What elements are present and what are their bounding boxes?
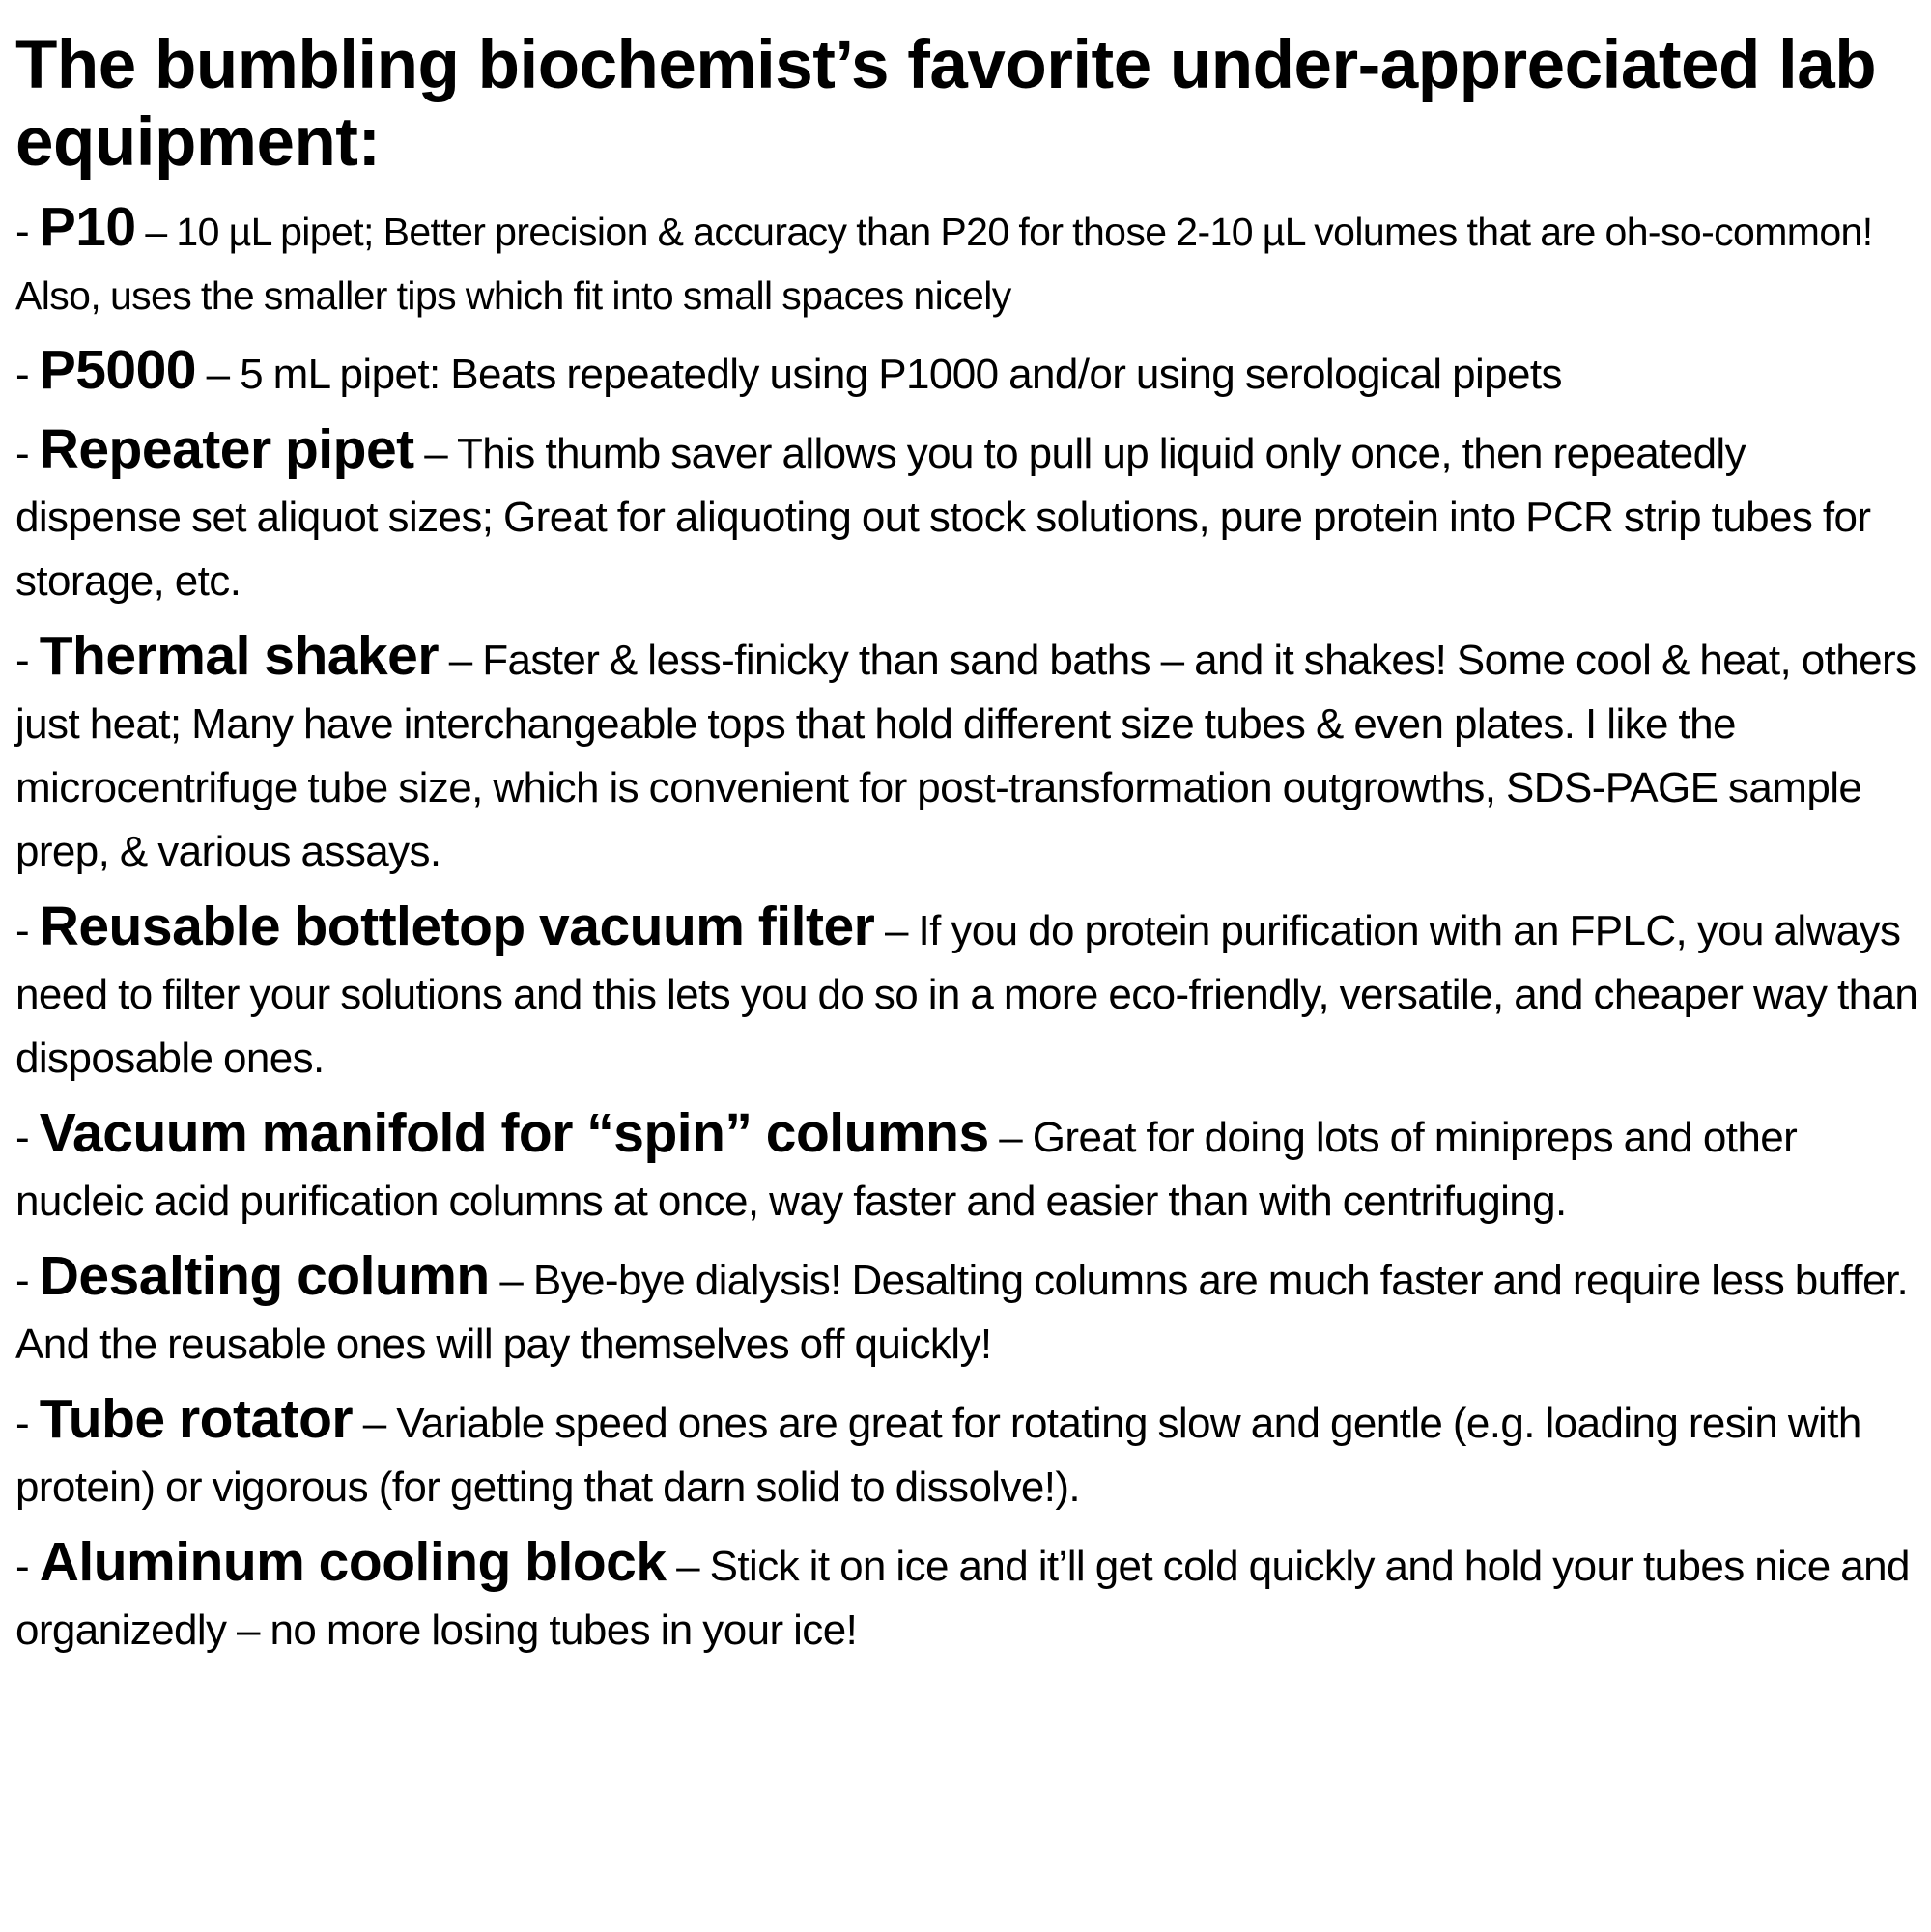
item-description: – Stick it on ice and it’ll get cold quickly and hold your tubes nice and organizedly – no more losing tubes in your ice! [15,1543,1910,1654]
item-prefix: - [15,208,40,255]
item-prefix: - [15,1400,40,1447]
list-item-thermal-shaker [15,624,1920,884]
item-description: – 10 µL pipet; Better precision & accuracy than P20 for those 2-10 µL volumes that are oh-so-common! Also, uses the smaller tips which fit into small spaces nicely [15,210,1873,318]
item-description: – Bye-bye dialysis! Desalting columns are much faster and require less buffer. And the reusable ones will pay themselves off quickly! [15,1257,1909,1368]
item-description: – If you do protein purification with an FPLC, you always need to filter your solutions and this lets you do so in a more eco-friendly, versatile, and cheaper way than disposable ones. [15,907,1918,1082]
list-item-desalting-column [15,1244,1920,1377]
list-item-repeater-pipet [15,417,1920,613]
item-prefix: - [15,637,40,684]
item-name: Reusable bottletop vacuum filter [39,895,875,957]
item-description: – 5 mL pipet: Beats repeatedly using P1000 and/or using serological pipets [196,351,1562,398]
item-name: P5000 [39,339,197,401]
item-name: Thermal shaker [39,625,440,687]
item-prefix: - [15,1114,40,1161]
item-description: – Faster & less-finicky than sand baths – and it shakes! Some cool & heat, others just heat; Many have interchangeable tops that hold different size tubes & even plates. I like the microcentrifuge tube size, which is convenient for post-transformation outgrowths, SDS-PAGE sample prep, & various assays. [15,637,1917,875]
list-item-cooling-block [15,1530,1920,1662]
item-prefix: - [15,1543,40,1590]
item-name: Tube rotator [39,1388,354,1450]
item-name: Vacuum manifold for “spin” columns [39,1102,989,1164]
item-prefix: - [15,430,40,477]
item-name: P10 [39,196,136,258]
list-item-tube-rotator [15,1387,1920,1520]
item-prefix: - [15,1257,40,1304]
document-page [15,27,1920,1673]
item-description: – Great for doing lots of minipreps and other nucleic acid purification columns at once, way faster and easier than with centrifuging. [15,1114,1798,1225]
item-prefix: - [15,351,40,398]
list-item-vacuum-manifold [15,1101,1920,1234]
page-title: The bumbling biochemist’s favorite under-appreciated lab equipment: [15,27,1877,181]
list-item-bottletop-filter [15,895,1920,1091]
item-description: – This thumb saver allows you to pull up liquid only once, then repeatedly dispense set aliquot sizes; Great for aliquoting out stock solutions, pure protein into PCR strip tubes for storage, etc. [15,430,1871,605]
item-description: – Variable speed ones are great for rotating slow and gentle (e.g. loading resin with protein) or vigorous (for getting that darn solid to dissolve!). [15,1400,1861,1511]
list-item-p10 [15,195,1920,327]
item-name: Repeater pipet [39,418,414,480]
list-item-p5000 [15,338,1920,407]
item-prefix: - [15,907,40,954]
item-name: Desalting column [39,1245,490,1307]
item-name: Aluminum cooling block [39,1531,667,1593]
